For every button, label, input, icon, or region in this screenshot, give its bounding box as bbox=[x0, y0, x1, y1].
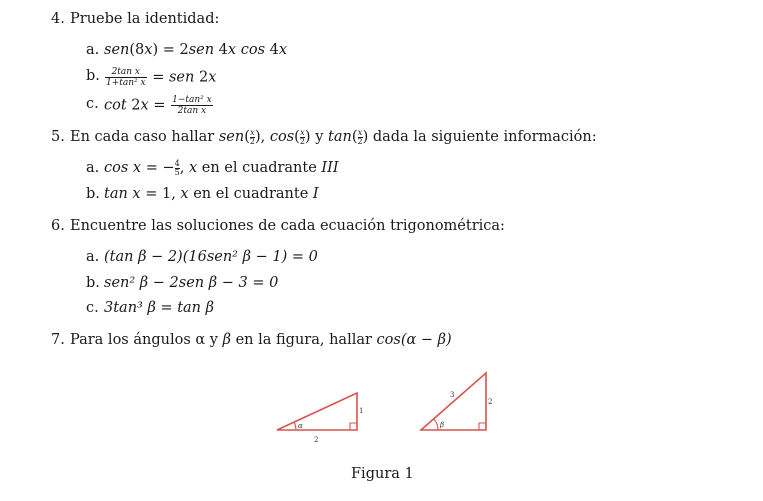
problem-6-number: 6. bbox=[51, 218, 65, 234]
angle-beta-arc bbox=[434, 419, 438, 430]
problem-5-number: 5. bbox=[51, 129, 65, 145]
angle-beta-label: β bbox=[440, 421, 445, 429]
problem-6-title: Encuentre las soluciones de cada ecuación trigonométrica: bbox=[70, 218, 505, 234]
fraction: $\frac{\text{2tan x}}{\text{1+tan² x}}$ bbox=[106, 67, 146, 88]
angle-alpha-arc bbox=[294, 422, 296, 430]
triangle-alpha-base-label: 2 bbox=[314, 436, 319, 444]
problem-5b-expression: tan x = 1, x en el cuadrante I bbox=[104, 186, 319, 202]
item-label: a. bbox=[86, 42, 100, 58]
right-angle-mark bbox=[479, 423, 486, 430]
triangle-beta-shape bbox=[421, 373, 486, 430]
problem-4a-expression: sen(8x) = 2sen 4x cos 4x bbox=[104, 42, 288, 58]
triangle-beta-height-label: 2 bbox=[488, 398, 493, 406]
item-label: c. bbox=[86, 96, 99, 112]
problem-6c-expression: 3tan³ β = tan β bbox=[104, 300, 215, 316]
right-angle-mark bbox=[350, 423, 357, 430]
triangle-beta bbox=[421, 373, 486, 430]
problem-4b-expression: $\frac{\text{2tan x}}{\text{1+tan² x}}$ = sen 2x bbox=[106, 67, 217, 88]
item-label: b. bbox=[86, 275, 100, 291]
problem-5a-expression: cos x = − $\frac{4}{5}$ , x en el cuadrante III bbox=[104, 158, 339, 177]
item-label: a. bbox=[86, 249, 100, 265]
triangle-alpha-height-label: 1 bbox=[359, 407, 364, 415]
angle-alpha-label: α bbox=[298, 422, 303, 430]
problem-7-number: 7. bbox=[51, 332, 65, 348]
figure-caption: Figura 1 bbox=[351, 466, 414, 482]
item-label: b. bbox=[86, 68, 100, 84]
problem-5-title: En cada caso hallar sen( $\frac{x}{2}$ ), cos( $\frac{x}{2}$ ) y tan( $\frac{x}{2}$ ) dada la siguiente información: bbox=[70, 127, 597, 146]
problem-6a-expression: (tan β − 2)(16sen² β − 1) = 0 bbox=[104, 249, 318, 265]
fraction: $\frac{\text{1−tan² x}}{\text{2tan x}}$ bbox=[172, 95, 212, 116]
item-label: c. bbox=[86, 300, 99, 316]
item-label: b. bbox=[86, 186, 100, 202]
triangle-alpha bbox=[277, 393, 357, 430]
problem-4-title: Pruebe la identidad: bbox=[70, 11, 220, 27]
problem-6b-expression: sen² β − 2sen β − 3 = 0 bbox=[104, 275, 279, 291]
problem-4-number: 4. bbox=[51, 11, 65, 27]
item-label: a. bbox=[86, 160, 100, 176]
triangle-beta-hyp-label: 3 bbox=[450, 391, 455, 399]
triangle-alpha-shape bbox=[277, 393, 357, 430]
problem-7-title: Para los ángulos α y β en la figura, hallar cos(α − β) bbox=[70, 332, 452, 348]
problem-4c-expression: cot 2x = $\frac{\text{1−tan² x}}{\text{2tan x}}$ bbox=[104, 95, 212, 116]
